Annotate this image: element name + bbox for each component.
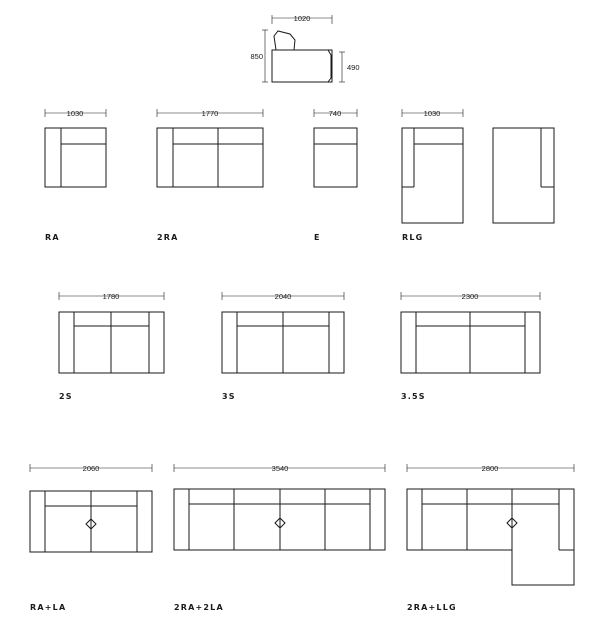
2ra-llg-dimension: 2800 [481,464,499,473]
rlg-dimension: 1030 [423,109,441,118]
3s-dimension: 2040 [274,292,292,301]
2ra-2la-dimension: 3540 [271,464,289,473]
ra-dimension: 1030 [66,109,84,118]
rlg-label: RLG [402,233,424,242]
2ra-2la-label: 2RA+2LA [174,603,224,612]
module-3-5s [401,292,540,401]
module-2ra-llg [407,464,574,612]
ra-la-dimension: 2060 [82,464,100,473]
side-height-dimension: 850 [250,52,263,61]
module-ra [45,109,106,242]
3s-label: 3S [222,392,236,401]
side-width-dimension: 1020 [293,14,311,23]
3-5s-label: 3.5S [401,392,426,401]
module-e [314,109,357,242]
module-2s [59,292,164,401]
side-view-backrest [274,31,295,50]
side-view [250,14,359,82]
3-5s-dimension: 2300 [461,292,479,301]
2ra-llg-label: 2RA+LLG [407,603,457,612]
2s-dimension: 1780 [102,292,120,301]
side-view-base [272,50,332,82]
module-3s [222,292,344,401]
e-dimension: 740 [328,109,342,118]
e-label: E [314,233,321,242]
ra-label: RA [45,233,60,242]
ra-la-label: RA+LA [30,603,67,612]
module-2ra-2la [174,464,385,612]
side-seat-height-dimension: 490 [347,63,360,72]
side-view-front-cushion [328,50,331,82]
2ra-label: 2RA [157,233,179,242]
2s-label: 2S [59,392,73,401]
module-2ra [157,109,263,242]
module-rlg [402,109,554,242]
module-ra-la [30,464,152,612]
2ra-dimension: 1770 [201,109,219,118]
